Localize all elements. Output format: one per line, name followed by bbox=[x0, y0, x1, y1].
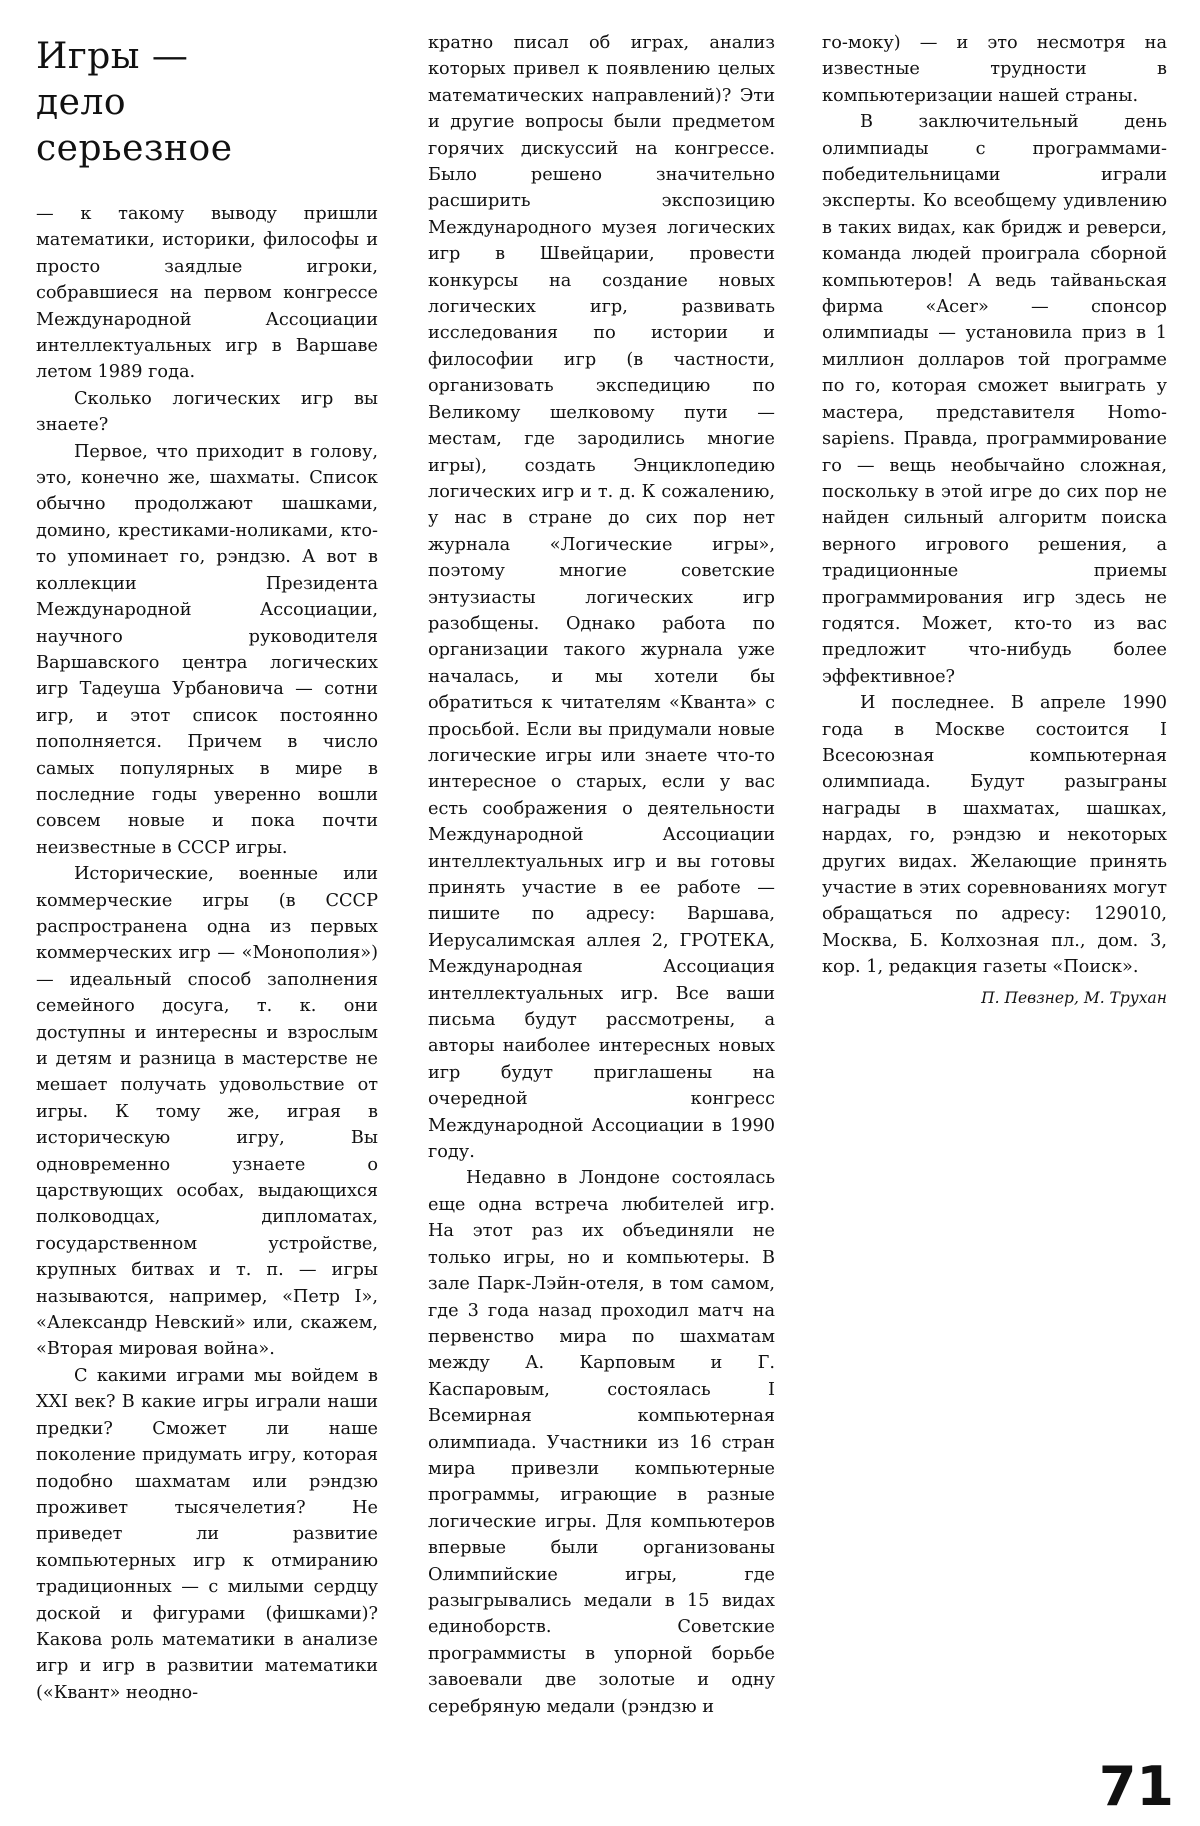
paragraph: кратно писал об играх, анализ которых привел к появлению целых математических направлений)? Эти и другие вопросы были предметом горячих дискуссий на конгрессе. Было решено значительно расширить экспозицию Международного музея логических игр в Швейцарии, провести конкурсы на создание новых логических игр, развивать исследования по истории и философии игр (в частности, организовать экспедицию по Великому шелковому пути — местам, где зародились многие игры), создать Энциклопедию логических игр и т. д. К сожалению, у нас в стране до сих пор нет журнала «Логические игры», поэтому многие советские энтузиасты логических игр разобщены. Однако работа по организации такого журнала уже началась, и мы хотели бы обратиться к читателям «Кванта» с просьбой. Если вы придумали новые логические игры или знаете что-то интересное о старых, если у вас есть соображения о деятельности Международной Ассоциации интеллектуальных игр и вы готовы принять участие в ее работе — пишите по адресу: Варшава, Иерусалимская аллея 2, ГРОТЕКА, Международная Ассоциация интеллектуальных игр. Все ваши письма будут рассмотрены, а авторы наиболее интересных новых игр будут приглашены на очередной конгресс Международной Ассоциации в 1990 году. bbox=[428, 33, 775, 1163]
paragraph: В заключительный день олимпиады с программами-победительницами играли эксперты. Ко всеобщему удивлению в таких видах, как бридж и реверси, команда людей проиграла сборной компьютеров! А ведь тайваньская фирма «Acer» — спонсор олимпиады — установила приз в 1 миллион долларов той программе по го, которая сможет выиграть у мастера, представителя Homo-sapiens. Правда, программирование го — вещь необычайно сложная, поскольку в этой игре до сих пор не найден сильный алгоритм поиска верного игрового решения, а традиционные приемы программирования игр здесь не годятся. Может, кто-то из вас предложит что-нибудь более эффективное? bbox=[822, 112, 1167, 687]
page-number: 71 bbox=[1098, 1755, 1174, 1818]
article-title bbox=[36, 34, 376, 172]
paragraph: — к такому выводу пришли математики, историки, философы и просто заядлые игроки, собравшиеся на первом конгрессе Международной Ассоциации интеллектуальных игр в Варшаве летом 1989 года. bbox=[36, 204, 378, 383]
paragraph: го-моку) — и это несмотря на известные трудности в компьютеризации нашей страны. bbox=[822, 33, 1167, 106]
paragraph: Недавно в Лондоне состоялась еще одна встреча любителей игр. На этот раз их объединяли не только игры, но и компьютеры. В зале Парк-Лэйн-отеля, в том самом, где 3 года назад проходил матч на первенство мира по шахматам между А. Карповым и Г. Каспаровым, состоялась I Всемирная компьютерная олимпиада. Участники из 16 стран мира привезли компьютерные программы, играющие в разные логические игры. Для компьютеров впервые были организованы Олимпийские игры, где разыгрывались медали в 15 видах единоборств. Советские программисты в упорной борьбе завоевали две золотые и одну серебряную медали (рэндзю и bbox=[428, 1168, 775, 1717]
text-column-1 bbox=[36, 201, 378, 1706]
author-signature: П. Певзнер, М. Трухан bbox=[981, 988, 1167, 1007]
paragraph: Исторические, военные или коммерческие игры (в СССР распространена одна из первых коммерческих игр — «Монополия») — идеальный способ заполнения семейного досуга, т. к. они доступны и интересны и взрослым и детям и разница в мастерстве не мешает получать удовольствие от игры. К тому же, играя в историческую игру, Вы одновременно узнаете о царствующих особах, выдающихся полководцах, дипломатах, государственном устройстве, крупных битвах и т. п. — игры называются, например, «Петр I», «Александр Невский» или, скажем, «Вторая мировая война». bbox=[36, 864, 378, 1360]
paragraph: С какими играми мы войдем в XXI век? В какие игры играли наши предки? Сможет ли наше поколение придумать игру, которая подобно шахматам или рэндзю проживет тысячелетия? Не приведет ли развитие компьютерных игр к отмиранию традиционных — с милыми сердцу доской и фигурами (фишками)? Какова роль математики в анализе игр и игр в развитии математики («Квант» неодно- bbox=[36, 1365, 378, 1703]
article-title-line: дело bbox=[36, 82, 127, 123]
text-column-3 bbox=[822, 30, 1167, 1011]
article-title-line: Игры — bbox=[36, 36, 189, 77]
text-column-2 bbox=[428, 30, 775, 1720]
paragraph: Первое, что приходит в голову, это, конечно же, шахматы. Список обычно продолжают шашками, домино, крестиками-ноликами, кто-то упоминает го, рэндзю. А вот в коллекции Президента Международной Ассоциации, научного руководителя Варшавского центра логических игр Тадеуша Урбановича — сотни игр, и этот список постоянно пополняется. Причем в число самых популярных в мире в последние годы уверенно вошли совсем новые и пока почти неизвестные в СССР игры. bbox=[36, 441, 378, 858]
paragraph: Сколько логических игр вы знаете? bbox=[36, 388, 378, 436]
article-title-line: серьезное bbox=[36, 128, 233, 169]
paragraph: И последнее. В апреле 1990 года в Москве состоится I Всесоюзная компьютерная олимпиада. Будут разыграны награды в шахматах, шашках, нардах, го, рэндзю и некоторых других видах. Желающие принять участие в этих соревнованиях могут обращаться по адресу: 129010, Москва, Б. Колхозная пл., дом. 3, кор. 1, редакция газеты «Поиск». bbox=[822, 693, 1167, 978]
